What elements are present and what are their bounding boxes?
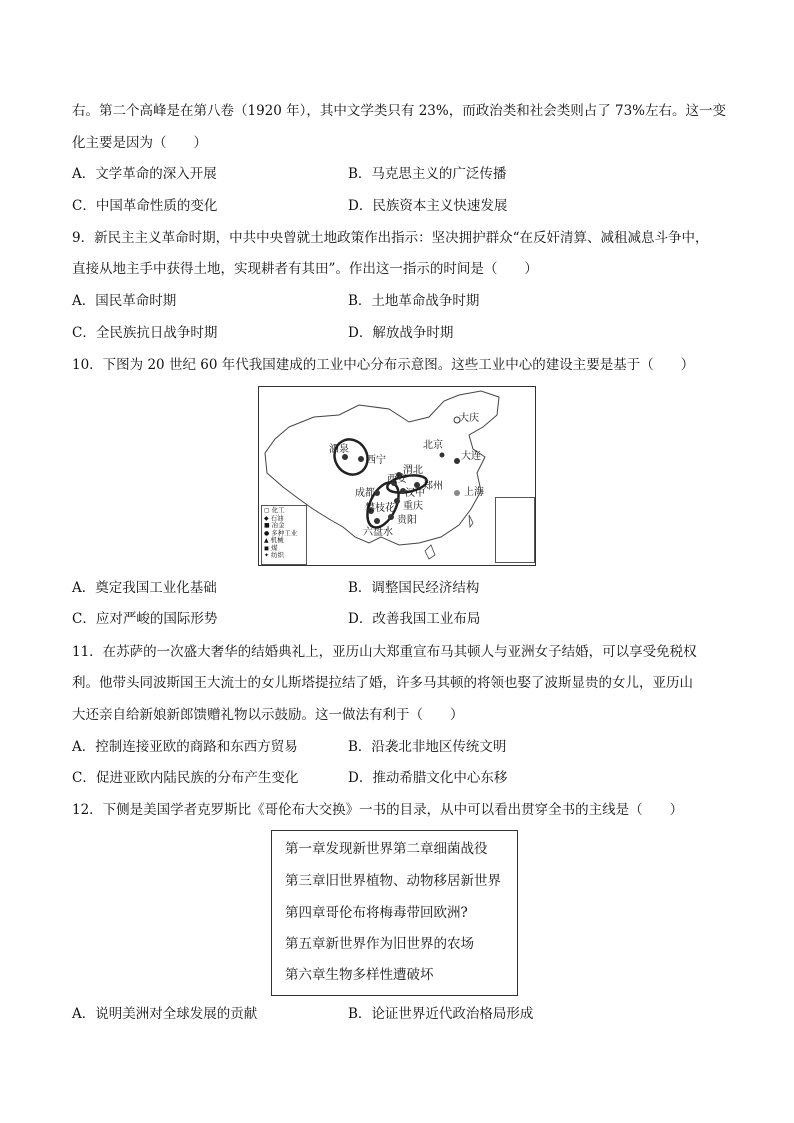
city-beijing: 北京 [423,440,443,451]
city-xian: 西安 [387,474,407,485]
city-liupanshui: 六盘水 [363,527,393,538]
q11-option-b: B．沿袭北非地区传统文明 [348,739,507,755]
city-jiuquan: 酒泉 [329,444,349,455]
city-guiyang: 贵阳 [397,515,417,526]
q8-option-d: D．民族资本主义快速发展 [348,198,508,214]
q8-option-b: B．马克思主义的广泛传播 [348,166,507,182]
q11-option-a: A．控制连接亚欧的商路和东西方贸易 [72,739,298,755]
legend-oil: 石油 [270,513,284,522]
q9-stem-line1: 9．新民主主义革命时期，中共中央曾就土地政策作出指示：坚决拥护群众“在反奸清算、减租减息斗争中， [72,230,709,246]
q9-option-b: B．土地革命战争时期 [348,293,480,309]
toc-item-2: 第三章旧世界植物、动物移居新世界 [285,873,501,889]
toc-item-3: 第四章哥伦布将梅毒带回欧洲? [285,905,468,921]
q12-stem: 12．下侧是美国学者克罗斯比《哥伦布大交换》一书的目录，从中可以看出贯穿全书的主线是（ ） [72,802,684,818]
city-hanzhong: 汉中 [405,488,425,499]
q11-stem-line3: 大还亲自给新娘新郎馈赠礼物以示鼓励。这一做法有利于（ ） [72,707,464,723]
q11-stem-line1: 11．在苏萨的一次盛大奢华的结婚典礼上，亚历山大郑重宣布马其顿人与亚洲女子结婚，可以享受免税权 [72,644,697,660]
book-table-of-contents [271,830,518,996]
q12-option-b: B．论证世界近代政治格局形成 [348,1006,534,1022]
city-chongqing: 重庆 [403,501,423,512]
city-daqing: 大庆 [459,413,479,424]
toc-item-1: 第一章发现新世界第二章细菌战役 [285,841,488,857]
legend-chemical: 化工 [271,506,285,514]
city-zhengzhou: 郑州 [423,481,443,492]
q9-option-d: D．解放战争时期 [348,325,454,341]
q12-option-a: A．说明美洲对全球发展的贡献 [72,1006,258,1022]
q9-stem-line2: 直接从地主手中获得土地，实现耕者有其田”。作出这一指示的时间是（ ） [72,261,538,277]
map-legend: ▢ 化工 ◆ 石油 ■ 冶金 ● 多种工业 ▲ 机械 ◼ 煤 ✦ 纺织 [261,505,307,565]
legend-textile: 纺织 [271,551,285,559]
q8-option-c: C．中国革命性质的变化 [72,198,218,214]
q10-option-d: D．改善我国工业布局 [348,611,481,627]
city-dalian: 大连 [461,451,481,462]
q11-option-d: D．推动希腊文化中心东移 [348,770,508,786]
city-xining: 西宁 [366,455,386,466]
q11-stem-line2: 利。他带头同波斯国王大流士的女儿斯塔提拉结了婚，许多马其顿的将领也娶了波斯显贵的女儿，亚历山 [72,675,693,691]
toc-item-5: 第六章生物多样性遭破坏 [285,967,434,983]
q10-stem: 10．下图为 20 世纪 60 年代我国建成的工业中心分布示意图。这些工业中心的建设主要是基于（ ） [72,357,695,373]
q8-stem-line2: 化主要是因为（ ） [72,135,207,151]
legend-metallurgy: 冶金 [271,521,285,529]
q10-option-a: A．奠定我国工业化基础 [72,580,217,596]
toc-item-4: 第五章新世界作为旧世界的农场 [285,936,474,952]
city-weibei: 渭北 [403,465,423,476]
city-panzhihua: 攀枝花 [365,503,395,514]
city-shanghai: 上海 [464,487,484,498]
q9-option-a: A．国民革命时期 [72,293,177,309]
q8-option-a: A．文学革命的深入开展 [72,166,217,182]
legend-machinery: 机械 [270,536,284,544]
industrial-center-map [258,386,536,566]
q10-option-c: C．应对严峻的国际形势 [72,611,218,627]
legend-coal: 煤 [270,543,278,552]
city-chengdu: 成都 [355,488,375,499]
q9-option-c: C．全民族抗日战争时期 [72,325,218,341]
q11-option-c: C．促进亚欧内陆民族的分布产生变化 [72,770,299,786]
south-sea-inset [495,497,535,563]
q10-option-b: B．调整国民经济结构 [348,580,480,596]
legend-multi-industry: 多种工业 [271,528,298,537]
q8-stem-line1: 右。第二个高峰是在第八卷（1920 年），其中文学类只有 23%，而政治类和社会类则占了 73%左右。这一变 [72,103,726,119]
